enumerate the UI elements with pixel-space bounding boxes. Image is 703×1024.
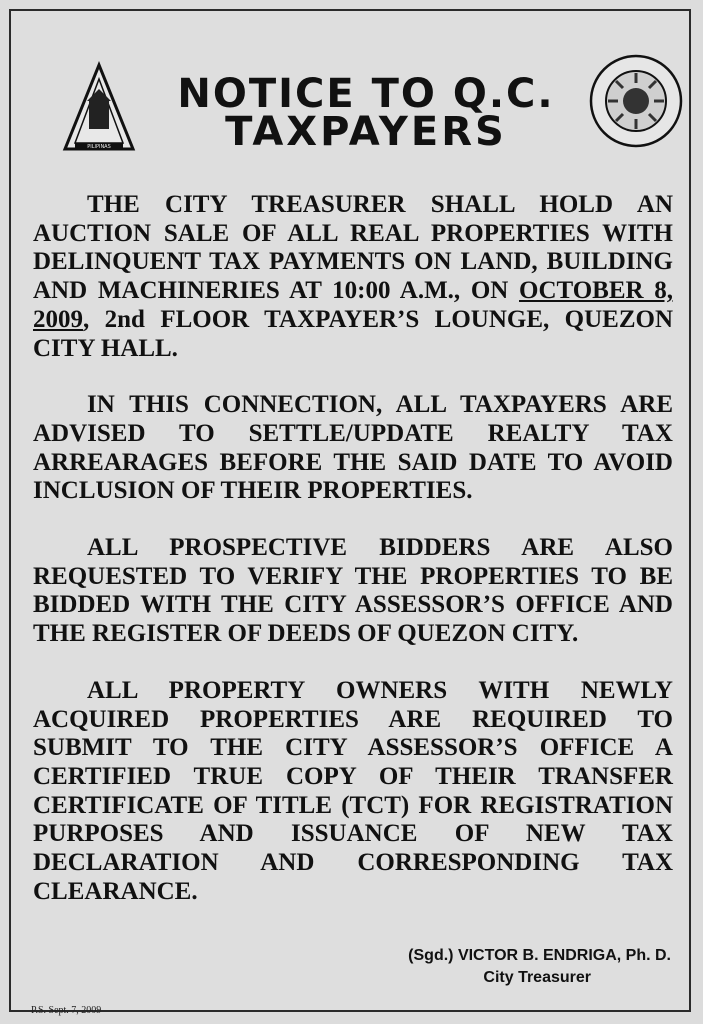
auction-date: OCTOBER 8, 2009 — [33, 277, 673, 333]
paragraph-auction-text: THE CITY TREASURER SHALL HOLD AN AUCTION SALE OF ALL REAL PROPERTIES WITH DELINQUENT TAX PAYMENTS ON LAND, BUILDING AND MACHINERIES AT 10:00 A.M., ON — [33, 191, 673, 305]
paragraph-auction — [33, 191, 673, 363]
signatory-position: City Treasurer — [483, 969, 591, 986]
paragraph-advisory: IN THIS CONNECTION, ALL TAXPAYERS ARE ADVISED TO SETTLE/UPDATE REALTY TAX ARREARAGES BEFORE THE SAID DATE TO AVOID INCLUSION OF THEIR PROPERTIES. — [33, 391, 673, 505]
paragraph-bidders: ALL PROSPECTIVE BIDDERS ARE ALSO REQUESTED TO VERIFY THE PROPERTIES TO BE BIDDED WITH THE CITY ASSESSOR’S OFFICE AND THE REGISTER OF DEEDS OF QUEZON CITY. — [33, 534, 673, 648]
signature-block — [408, 945, 671, 989]
svg-text:PILIPINAS: PILIPINAS — [87, 144, 111, 150]
publication-footnote: P.S. Sept. 7, 2009 — [31, 1005, 102, 1016]
paragraph-auction-location: , 2nd FLOOR TAXPAYER’S LOUNGE, QUEZON CITY HALL. — [33, 305, 673, 362]
serbisyong-bayan-seal-icon — [588, 53, 684, 149]
notice-frame — [9, 9, 691, 1016]
notice-title — [121, 71, 611, 155]
paragraph-owners: ALL PROPERTY OWNERS WITH NEWLY ACQUIRED PROPERTIES ARE REQUIRED TO SUBMIT TO THE CITY ASSESSOR’S OFFICE A CERTIFIED TRUE COPY OF THEIR TRANSFER CERTIFICATE OF TITLE (TCT) FOR REGISTRATION PURPOSES AND ISSUANCE OF NEW TAX DECLARATION AND CORRESPONDING TAX CLEARANCE. — [33, 676, 673, 905]
signatory-name: (Sgd.) VICTOR B. ENDRIGA, Ph. D. — [408, 947, 671, 964]
title-line-1: NOTICE TO Q.C. — [177, 71, 555, 117]
title-line-2: TAXPAYERS — [225, 109, 507, 155]
notice-body — [33, 191, 673, 934]
notice-header — [11, 11, 693, 171]
